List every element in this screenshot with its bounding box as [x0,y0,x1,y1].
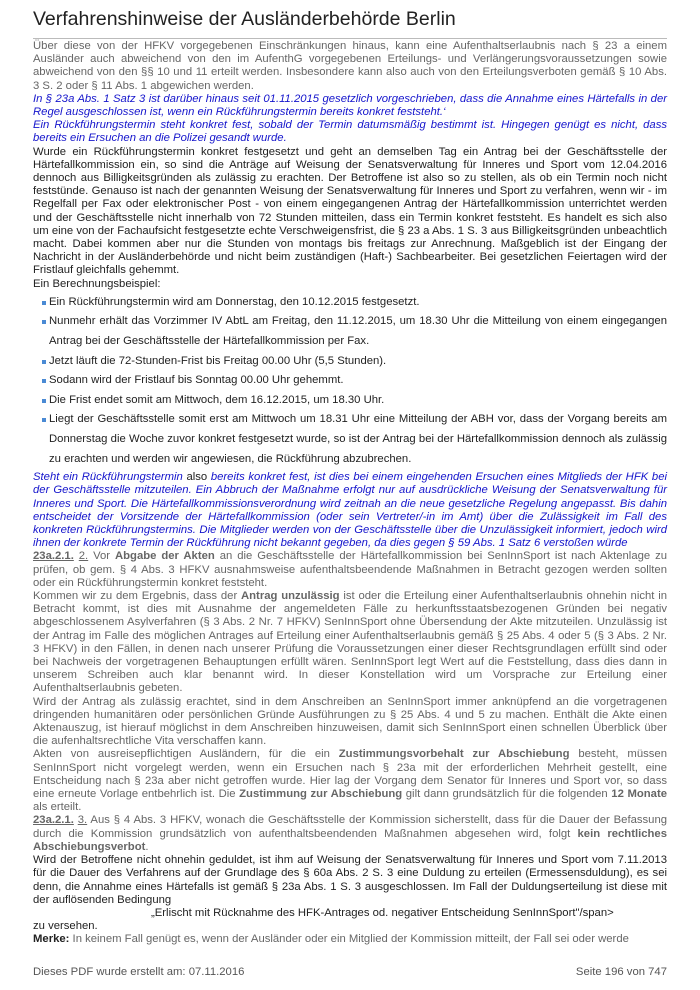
plain-text: an die Geschäftsstelle der Härtefallkommission bei SenInnSport ist nach Aktenlage zu prüfen, ob gem. § 4 Abs. 3 HFKV ausnahmsweise aufenthaltsbeendende Maßnahmen in Betracht gezogen werden sollten oder ein Rückführungstermin konkret feststeht. [33,550,668,589]
section-number-link[interactable]: 23a.2.1. [33,814,74,827]
highlight-paragraph-3 [33,471,667,550]
bold-text: 12 Monate [611,788,667,801]
subsection-number-link[interactable]: 3. [77,814,88,827]
list-item: Jetzt läuft die 72-Stunden-Frist bis Freitag 00.00 Uhr (5,5 Stunden). [43,352,667,372]
paragraph-duldung: Wird der Betroffene nicht ohnehin geduldet, ist ihm auf Weisung der Senatsverwaltung für Inneres und Sport vom 7.11.2013 für die Dauer des Verfahrens auf der Grundlage des § 60a Abs. 2 S. 3 eine Duldung zu erteilen (Ermessensduldung), es sei denn, die Annahme eines Härtefalls ist gemäß § 23a Abs. 1 S. 3 ausgeschlossen. Im Fall der Duldungserteilung ist diese mit der auflösenden Bedingung [33,854,667,906]
section-23a-2-1-3 [33,814,667,854]
bold-text: kein rechtliches Abschiebungsverbot [33,827,667,853]
highlight-text: Steht ein Rückführungstermin [33,471,183,484]
creation-date: Dieses PDF wurde erstellt am: 07.11.2016 [33,966,245,978]
plain-text: als erteilt. [33,801,82,814]
plain-text: In keinem Fall genügt es, wenn der Ausländer oder ein Mitglied der Kommission mitteilt, der Fall sei oder werde [69,933,629,946]
section-23a-2-1-2 [33,550,667,590]
document-body [33,40,667,947]
paragraph-zulaessig: Wird der Antrag als zulässig erachtet, sind in dem Anschreiben an SenInnSport immer anknüpfend an die vorgetragenen dringenden humanitären oder persönlichen Gründe Ausführungen zu § 25 Abs. 4 und 5 zu machen. Enthält die Akte einen Aktenauszug, ist hierauf möglichst in dem Anschreiben hinzuweisen, damit sich SenInnSport einen schnellen Überblick über die aufenhaltsrechtliche Vita verschaffen kann. [33,695,667,748]
plain-text: Akten von ausreisepflichtigen Ausländern, für die ein [33,748,339,761]
plain-text: besteht, müssen SenInnSport nicht vorgelegt werden, wenn ein Ersuchen nach § 23a mit der erforderlichen Mehrheit gestellt, eine Entscheidung nach § 23a aber nicht getroffen wurde. Hier lag der Vorgang dem Senator für Inneres und Sport vor, so dass eine erneute Vorlage entbehrlich ist. Die [33,748,667,801]
plain-text: Vor [88,550,115,563]
page-footer [33,966,667,978]
plain-text: gilt dann grundsätzlich für die folgenden [402,788,612,801]
bold-text: Zustimmung zur Abschiebung [239,788,403,801]
paragraph-example-heading: Ein Berechnungsbeispiel: [33,277,161,290]
section-number-link[interactable]: 23a.2.1. [33,550,74,563]
paragraph-merke [33,933,667,946]
page-number: Seite 196 von 747 [575,966,667,978]
list-item: Sodann wird der Fristlauf bis Sonntag 00.00 Uhr gehemmt. [43,371,667,391]
paragraph-intro: Über diese von der HFKV vorgegebenen Einschränkungen hinaus, kann eine Aufenthaltserlaubnis nach § 23 a einem Ausländer auch abweichend von den im AufenthG vorgegebenen Erteilungs- und Verlängerungsvoraussetzungen sowie abweichend von den §§ 10 und 11 erteilt werden. Insbesondere kann also auch von den Erteilungsverboten gemäß § 10 Abs. 3 S. 2 oder § 11 Abs. 1 abgewichen werden. [33,40,667,92]
title-divider [33,38,667,39]
plain-text: also [182,471,211,484]
quote-condition: „Erlischt mit Rücknahme des HFK-Antrages od. negativer Entscheidung SenInnSport"/span> [151,906,614,919]
list-item: Nunmehr erhält das Vorzimmer IV AbtL am Freitag, den 11.12.2015, um 18.30 Uhr die Mitteilung von einem eingegangen Antrag bei der Geschäftsstelle der Härtefallkommission per Fax. [43,312,667,351]
highlight-text: bereits konkret fest, ist dies bei einem eingehenden Ersuchen eines Mitglieds der HFK bei der Geschäftsstelle mitzuteilen. Ein Abbruch der Maßnahme erfolgt nur auf ausdrückliche Weisung der Senatsverwaltung für Inneres und Sport. Die Härtefallkommissionsverordnung wird zeitnah an die neue gesetzliche Regelung angepasst. Bis dahin entscheidet der Vorsitzende der Härtefallkommission (oder sein Vertreter/-in im Amt) über die Zulässigkeit im Fall des konkreten Rückführungstermins. Die Mitglieder werden von der Geschäftsstelle über die Unzulässigkeit informiert, jedoch wird ihnen der konkrete Termin der Rückführung nicht bekannt gegeben, da dies gegen § 59 Abs. 1 Satz 6 verstoßen würde [33,471,667,550]
highlight-paragraph-2: Ein Rückführungstermin steht konkret fest, sobald der Termin datumsmäßig bestimmt ist. Hingegen genügt es nicht, dass bereits ein Ersuchen an die Polizei gesandt wurde. [33,119,667,145]
calculation-example-list [33,293,667,469]
plain-text: Kommen wir zu dem Ergebnis, dass der [33,590,241,603]
paragraph-versehen: zu versehen. [33,920,98,933]
list-item: Die Frist endet somit am Mittwoch, dem 16.12.2015, um 18.30 Uhr. [43,391,667,411]
plain-text: ist oder die Erteilung einer Aufenthaltserlaubnis ohnehin nicht in Betracht kommt, ist dies mit Ausnahme der angemeldeten Fälle zu herkunftsstaatsbezogenen Gründen bei negativ abgeschlossenem Asylverfahren (§ 3 Abs. 2 Nr. 7 HFKV) SenInnSport ohne Übersendung der Akte mitzuteilen. Unzulässig ist der Antrag im Falle des möglichen Antrages auf Erteilung einer Aufenthaltserlaubnis gemäß § 25 Abs. 4 oder 5 (§ 3 Abs. 2 Nr. 3 HFKV) in den Fällen, in denen nach unserer Prüfung die Voraussetzungen einer dieser Rechtsgrundlagen erfüllt sind oder bei Nachweis der vorgetragenen Behauptungen erfüllt wären. SenInnSport legt Wert auf die Feststellung, dass dies dann in unserem Schreiben auch klar benannt wird. In dieser Konstellation wird um Vorsprache zur Erteilung einer Aufenthaltserlaubnis gebeten. [33,590,667,695]
plain-text: . [145,840,149,853]
bold-text: Abgabe der Akten [114,550,215,563]
page-title: Verfahrenshinweise der Ausländerbehörde Berlin [33,8,456,30]
list-item: Ein Rückführungstermin wird am Donnerstag, den 10.12.2015 festgesetzt. [43,293,667,313]
bold-text: Antrag unzulässig [241,590,340,603]
paragraph-zustimmungsvorbehalt [33,748,667,814]
paragraph-unzulaessig [33,590,667,696]
paragraph-weisung: Wurde ein Rückführungstermin konkret festgesetzt und geht an demselben Tag ein Antrag bei der Geschäftsstelle der Härtefallkommission ein, so sind die Anträge auf Weisung der Senatsverwaltung für Inneres und Sport vom 12.04.2016 dennoch aus Billigkeitsgründen als zulässig zu erachten. Der Betroffene ist also so zu stellen, als ob ein Termin noch nicht feststünde. Genauso ist nach der genannten Weisung der Senatsverwaltung für Inneres und Sport zu verfahren, wenn wir - im Regelfall per Fax oder elektronischer Post - von einem eingegangenen Antrag der Härtefallkommission unterrichtet werden und der Geschäftsstelle nicht innerhalb von 72 Stunden mitteilen, dass ein Termin konkret feststeht. Es handelt es sich also um eine von der Fachaufsicht festgesetzte echte Verschweigensfrist, die § 23 a Abs. 1 S. 3 aus Billigkeitsgründen unbeachtlich macht. Dabei kommen aber nur die Stunden von montags bis freitags zur Anrechnung. Maßgeblich ist der Eingang der Nachricht in der Ausländerbehörde und nicht beim zuständigen (Haft-) Sachbearbeiter. Bei gesetzlichen Feiertagen wird der Fristlauf gleichfalls gehemmt. [33,145,667,277]
bold-text: Zustimmungsvorbehalt zur Abschiebung [338,748,570,761]
highlight-paragraph-1: In § 23a Abs. 1 Satz 3 ist darüber hinaus seit 01.11.2015 gesetzlich vorgeschrieben, dass die Annahme eines Härtefalls in der Regel ausgeschlossen ist, wenn ein Rückführungstermin bereits konkret feststeht.‘ [33,92,667,119]
bold-text: Merke: [33,933,70,946]
subsection-number-link[interactable]: 2. [78,550,89,563]
plain-text: Aus § 4 Abs. 3 HFKV, wonach die Geschäftsstelle der Kommission sicherstellt, dass für die Dauer der Befassung durch die Kommission grundsätzlich von aufenthaltsbeendenden Maßnahmen abgesehen wird, folgt [33,814,668,840]
list-item: Liegt der Geschäftsstelle somit erst am Mittwoch um 18.31 Uhr eine Mitteilung der ABH vor, dass der Vorgang bereits am Donnerstag die Woche zuvor konkret festgesetzt wurde, so ist der Antrag bei der Härtefallkommission dennoch als zulässig zu erachten und werden wir angewiesen, die Rückführung abzubrechen. [43,410,667,469]
